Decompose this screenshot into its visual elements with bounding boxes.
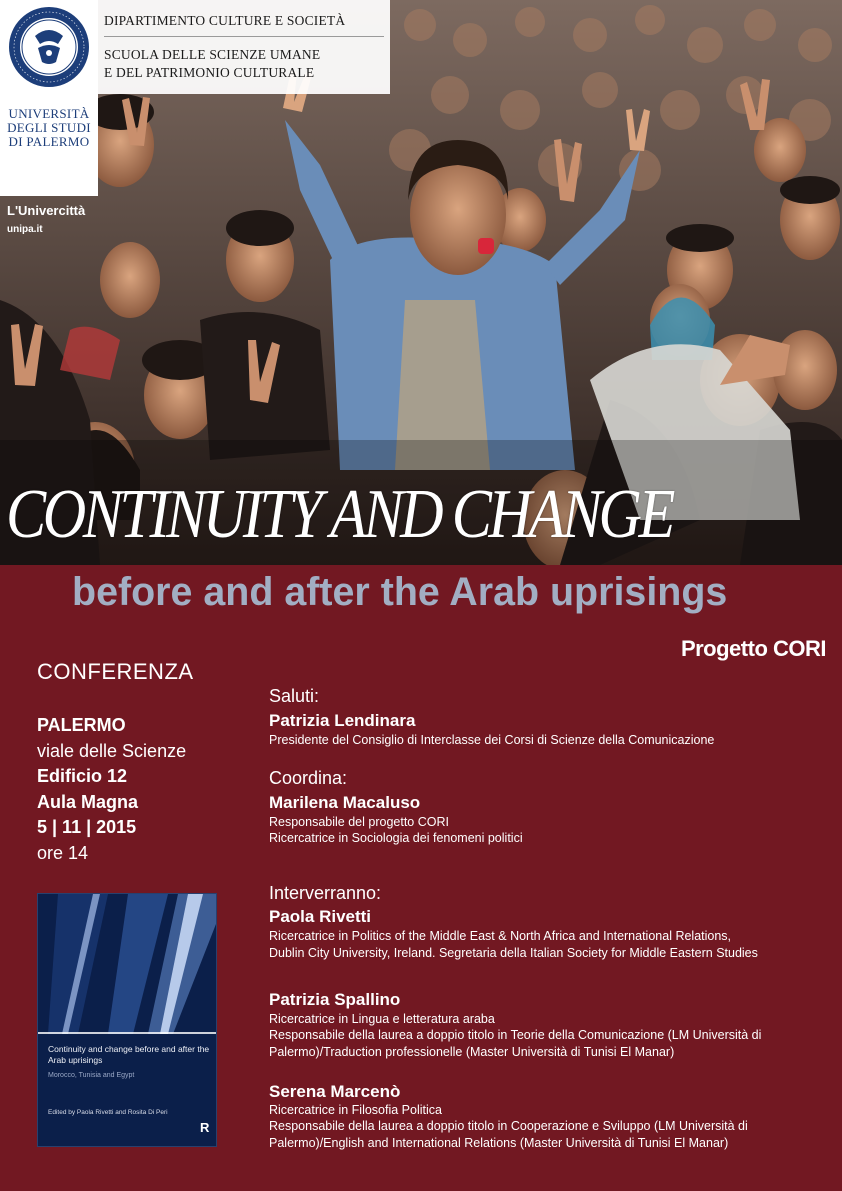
- project-name: Progetto CORI: [680, 636, 826, 661]
- event-date: 5 | 11 | 2015: [37, 817, 137, 837]
- publisher-logo: R: [200, 1120, 210, 1135]
- event-venue: [37, 713, 186, 866]
- university-url[interactable]: unipa.it: [7, 224, 43, 235]
- coordina-speaker-role: Ricercatrice in Sociologia dei fenomeni politici: [269, 831, 523, 845]
- school-name-line: E DEL PATRIMONIO CULTURALE: [104, 65, 315, 80]
- speaker-name: Patrizia Spallino: [269, 990, 401, 1009]
- book-subtitle: Morocco, Tunisia and Egypt: [48, 1072, 135, 1079]
- speaker-role-line: Ricercatrice in Politics of the Middle East & North Africa and International Relations,: [269, 929, 732, 943]
- speaker-name: Serena Marcenò: [269, 1082, 401, 1101]
- venue-city: PALERMO: [37, 715, 126, 735]
- department-panel: [98, 0, 390, 94]
- university-tagline: L'Univercittà: [7, 203, 86, 218]
- university-name-line: UNIVERSITÀ: [8, 106, 90, 121]
- speaker-role-line: Ricercatrice in Filosofia Politica: [269, 1103, 442, 1117]
- interventi-label: Interverranno:: [269, 883, 382, 903]
- saluti-speaker-name: Patrizia Lendinara: [269, 711, 416, 730]
- venue-room: Aula Magna: [37, 791, 139, 812]
- university-logo-panel: [0, 0, 98, 196]
- divider: [104, 36, 384, 37]
- speaker-role-line: Responsabile della laurea a doppio titolo in Teorie della Comunicazione (LM Università di: [269, 1028, 762, 1042]
- speaker-role-line: Ricercatrice in Lingua e letteratura araba: [269, 1012, 495, 1026]
- event-time: ore 14: [37, 842, 89, 863]
- coordina-label: Coordina:: [269, 768, 348, 788]
- subtitle: before and after the Arab uprisings: [72, 570, 728, 614]
- speaker-role-line: Responsabile della laurea a doppio titolo in Cooperazione e Sviluppo (LM Università di: [269, 1119, 748, 1133]
- speaker-role-line: Palermo)/Traduction professionelle (Master Università di Tunisi El Manar): [269, 1045, 675, 1059]
- university-name-line: DI PALERMO: [8, 134, 90, 149]
- saluti-label: Saluti:: [269, 686, 320, 706]
- school-name-line: SCUOLA DELLE SCIENZE UMANE: [104, 47, 321, 62]
- school-name: [104, 46, 320, 82]
- main-title: CONTINUITY AND CHANGE: [6, 476, 672, 553]
- speaker-role-line: Palermo)/English and International Relations (Master Università di Tunisi El Manar): [269, 1136, 729, 1150]
- saluti-speaker-role: Presidente del Consiglio di Interclasse dei Corsi di Scienze della Comunicazione: [269, 733, 715, 747]
- speaker-role-line: Dublin City University, Ireland. Segretaria della Italian Society for Middle Eastern Studies: [269, 946, 758, 960]
- university-name-line: DEGLI STUDI: [7, 120, 91, 135]
- book-cover: [38, 894, 216, 1146]
- book-editors: Edited by Paola Rivetti and Rosita Di Peri: [48, 1109, 168, 1116]
- venue-building: Edificio 12: [37, 766, 128, 786]
- book-title: Continuity and change before and after the Arab uprisings: [48, 1044, 210, 1065]
- speaker-name: Paola Rivetti: [269, 907, 372, 926]
- department-name: DIPARTIMENTO CULTURE E SOCIETÀ: [104, 13, 346, 28]
- event-type: CONFERENZA: [37, 659, 194, 684]
- university-name: [0, 107, 98, 149]
- university-seal-icon: [8, 6, 90, 88]
- coordina-speaker-name: Marilena Macaluso: [269, 793, 421, 812]
- coordina-speaker-role: Responsabile del progetto CORI: [269, 815, 449, 829]
- venue-street: viale delle Scienze: [37, 740, 187, 761]
